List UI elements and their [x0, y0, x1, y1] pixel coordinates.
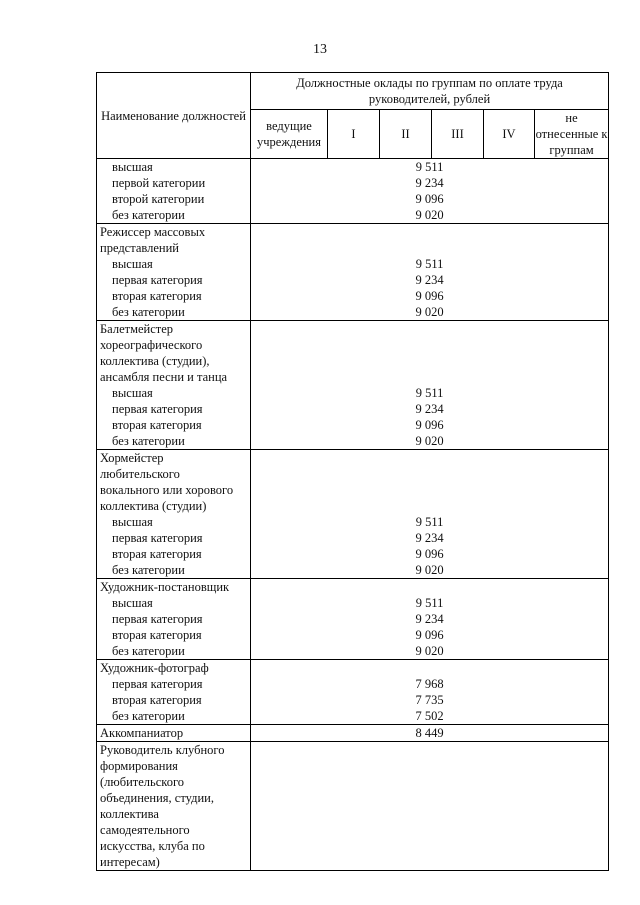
- category-label: без категории: [112, 644, 185, 658]
- category-label: без категории: [112, 563, 185, 577]
- table-row: [97, 660, 609, 725]
- table-row: [97, 450, 609, 579]
- salary-value: 9 234: [415, 402, 444, 416]
- salary-value: 9 096: [415, 289, 444, 303]
- category-label: первой категории: [112, 176, 206, 190]
- salary-value: 9 234: [415, 612, 444, 626]
- category-label: высшая: [112, 596, 153, 610]
- salary-cell: [251, 579, 609, 660]
- position-cell: [97, 725, 251, 742]
- category-label: высшая: [112, 386, 153, 400]
- category-label: вторая категория: [112, 547, 202, 561]
- salary-value: 9 096: [415, 628, 444, 642]
- table-row: [97, 321, 609, 450]
- salary-value: 9 020: [415, 434, 444, 448]
- category-label: без категории: [112, 709, 185, 723]
- category-label: без категории: [112, 208, 185, 222]
- salary-value: 9 511: [415, 386, 444, 400]
- position-title: вокального или хорового: [100, 483, 234, 497]
- category-label: без категории: [112, 434, 185, 448]
- salary-value: 9 096: [415, 418, 444, 432]
- category-label: вторая категория: [112, 289, 202, 303]
- salary-value: 9 096: [415, 547, 444, 561]
- salary-value: 9 234: [415, 531, 444, 545]
- salary-value: 9 511: [415, 596, 444, 610]
- position-cell: [97, 450, 251, 579]
- position-title: (любительского: [100, 775, 185, 789]
- col-group-1: I: [328, 110, 380, 159]
- category-label: вторая категория: [112, 693, 202, 707]
- salary-value: 9 511: [415, 257, 444, 271]
- salary-value: 9 020: [415, 208, 444, 222]
- salary-value: 8 449: [415, 726, 444, 740]
- position-cell: [97, 579, 251, 660]
- header-row: [97, 73, 609, 110]
- salary-value: 7 502: [415, 709, 444, 723]
- position-title: представлений: [100, 241, 179, 255]
- salary-value: 9 234: [415, 176, 444, 190]
- header-salary-groups: Должностные оклады по группам по оплате труда руководителей, рублей: [251, 73, 609, 110]
- salary-table: [96, 72, 609, 871]
- position-title: хореографического: [100, 338, 203, 352]
- salary-value: 9 511: [415, 160, 444, 174]
- position-title: Аккомпаниатор: [100, 726, 184, 740]
- salary-cell: [251, 159, 609, 224]
- category-label: вторая категория: [112, 628, 202, 642]
- table-row: [97, 159, 609, 224]
- position-title: Руководитель клубного: [100, 743, 225, 757]
- category-label: первая категория: [112, 402, 203, 416]
- position-title: самодеятельного: [100, 823, 190, 837]
- table-row: [97, 725, 609, 742]
- category-label: первая категория: [112, 273, 203, 287]
- category-label: первая категория: [112, 677, 203, 691]
- position-title: Художник-фотограф: [100, 661, 209, 675]
- col-not-in-groups: не отнесенные к группам: [535, 111, 608, 157]
- position-title: коллектива (студии),: [100, 354, 210, 368]
- category-label: вторая категория: [112, 418, 202, 432]
- salary-cell: [251, 742, 609, 871]
- position-title: коллектива: [100, 807, 159, 821]
- salary-cell: [251, 450, 609, 579]
- category-label: первая категория: [112, 612, 203, 626]
- salary-value: 9 020: [415, 644, 444, 658]
- position-title: ансамбля песни и танца: [100, 370, 228, 384]
- col-group-3: III: [432, 110, 484, 159]
- category-label: высшая: [112, 515, 153, 529]
- salary-value: 7 735: [415, 693, 444, 707]
- position-title: Хормейстер: [100, 451, 164, 465]
- col-group-4: IV: [484, 110, 535, 159]
- position-cell: [97, 742, 251, 871]
- header-position-name: Наименование должностей: [97, 73, 251, 159]
- position-title: интересам): [100, 855, 160, 869]
- salary-value: 9 020: [415, 305, 444, 319]
- position-title: формирования: [100, 759, 178, 773]
- table-row: [97, 579, 609, 660]
- position-cell: [97, 321, 251, 450]
- salary-value: 9 511: [415, 515, 444, 529]
- category-label: высшая: [112, 160, 153, 174]
- position-cell: [97, 224, 251, 321]
- position-cell: [97, 660, 251, 725]
- position-title: искусства, клуба по: [100, 839, 205, 853]
- table-row: [97, 742, 609, 871]
- salary-cell: [251, 725, 609, 742]
- salary-cell: [251, 224, 609, 321]
- salary-value: 7 968: [415, 677, 444, 691]
- category-label: второй категории: [112, 192, 205, 206]
- table-row: [97, 224, 609, 321]
- salary-value: 9 096: [415, 192, 444, 206]
- position-title: Режиссер массовых: [100, 225, 206, 239]
- salary-value: 9 020: [415, 563, 444, 577]
- salary-value: 9 234: [415, 273, 444, 287]
- page-number: 13: [313, 42, 327, 57]
- position-title: любительского: [100, 467, 180, 481]
- col-leading-institutions: ведущие учреждения: [251, 110, 328, 159]
- salary-cell: [251, 321, 609, 450]
- category-label: первая категория: [112, 531, 203, 545]
- category-label: без категории: [112, 305, 185, 319]
- col-group-2: II: [380, 110, 432, 159]
- category-label: высшая: [112, 257, 153, 271]
- position-title: Художник-постановщик: [100, 580, 230, 594]
- position-cell: [97, 159, 251, 224]
- position-title: объединения, студии,: [100, 791, 214, 805]
- position-title: Балетмейстер: [100, 322, 174, 336]
- position-title: коллектива (студии): [100, 499, 207, 513]
- salary-cell: [251, 660, 609, 725]
